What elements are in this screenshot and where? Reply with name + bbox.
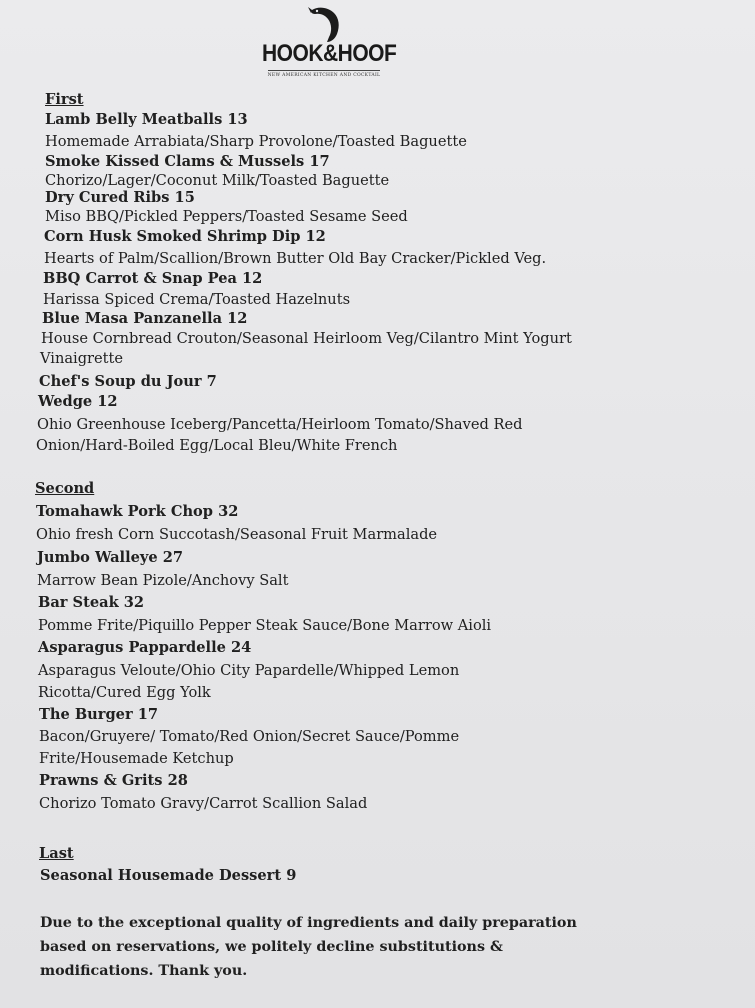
menu-item-title: BBQ Carrot & Snap Pea 12 (43, 270, 263, 287)
fish-hoof-icon (304, 4, 344, 44)
logo-divider (268, 70, 380, 71)
menu-item-description: Harissa Spiced Crema/Toasted Hazelnuts (43, 291, 351, 308)
menu-item-title: Lamb Belly Meatballs 13 (45, 111, 248, 128)
substitution-notice-line: Due to the exceptional quality of ingredients and daily preparation (40, 915, 577, 931)
menu-item-title: Chef's Soup du Jour 7 (39, 373, 217, 390)
menu-item-description: Homemade Arrabiata/Sharp Provolone/Toasted Baguette (45, 133, 467, 150)
menu-item-description: House Cornbread Crouton/Seasonal Heirloom Veg/Cilantro Mint Yogurt (41, 330, 572, 347)
menu-item-description: Bacon/Gruyere/ Tomato/Red Onion/Secret Sauce/Pomme (39, 728, 460, 745)
menu-item-description: Onion/Hard-Boiled Egg/Local Bleu/White French (36, 437, 398, 454)
menu-item-title: Prawns & Grits 28 (39, 772, 188, 789)
menu (0, 90, 755, 979)
menu-item-title: Seasonal Housemade Dessert 9 (40, 867, 297, 884)
substitution-notice-line: based on reservations, we politely decline substitutions & (40, 939, 503, 955)
menu-item-description: Vinaigrette (40, 350, 124, 367)
menu-item-description: Chorizo/Lager/Coconut Milk/Toasted Baguette (45, 172, 390, 189)
menu-item-description: Marrow Bean Pizole/Anchovy Salt (37, 572, 289, 589)
menu-item-description: Miso BBQ/Pickled Peppers/Toasted Sesame Seed (45, 208, 408, 225)
menu-item-title: Jumbo Walleye 27 (37, 549, 184, 566)
menu-item-title: Bar Steak 32 (38, 594, 145, 611)
menu-item-description: Ohio fresh Corn Succotash/Seasonal Fruit Marmalade (36, 526, 438, 543)
menu-item-description: Ricotta/Cured Egg Yolk (38, 684, 211, 701)
menu-item-title: Blue Masa Panzanella 12 (42, 310, 248, 327)
menu-item-description: Chorizo Tomato Gravy/Carrot Scallion Salad (39, 795, 368, 812)
menu-item-title: Corn Husk Smoked Shrimp Dip 12 (44, 228, 326, 245)
menu-item-description: Asparagus Veloute/Ohio City Papardelle/Whipped Lemon (38, 662, 460, 679)
menu-item-description: Pomme Frite/Piquillo Pepper Steak Sauce/Bone Marrow Aioli (38, 617, 492, 634)
menu-item-title: Smoke Kissed Clams & Mussels 17 (45, 153, 330, 170)
menu-item-description: Hearts of Palm/Scallion/Brown Butter Old Bay Cracker/Pickled Veg. (44, 250, 547, 267)
substitution-notice-line: modifications. Thank you. (40, 963, 248, 979)
menu-item-title: Wedge 12 (38, 393, 118, 410)
menu-item-description: Ohio Greenhouse Iceberg/Pancetta/Heirloom Tomato/Shaved Red (37, 416, 523, 433)
menu-item-title: Dry Cured Ribs 15 (45, 189, 195, 206)
menu-item-title: Tomahawk Pork Chop 32 (36, 503, 239, 520)
section-heading-second: Second (35, 480, 95, 497)
restaurant-logo (262, 4, 397, 88)
menu-item-title: The Burger 17 (39, 706, 159, 723)
logo-tagline: NEW AMERICAN KITCHEN AND COCKTAIL (267, 73, 381, 78)
menu-item-title: Asparagus Pappardelle 24 (38, 639, 252, 656)
menu-item-description: Frite/Housemade Ketchup (39, 750, 234, 767)
section-heading-first: First (45, 91, 84, 108)
logo-wordmark: HOOK&HOOF (262, 40, 397, 67)
section-heading-last: Last (39, 845, 74, 862)
